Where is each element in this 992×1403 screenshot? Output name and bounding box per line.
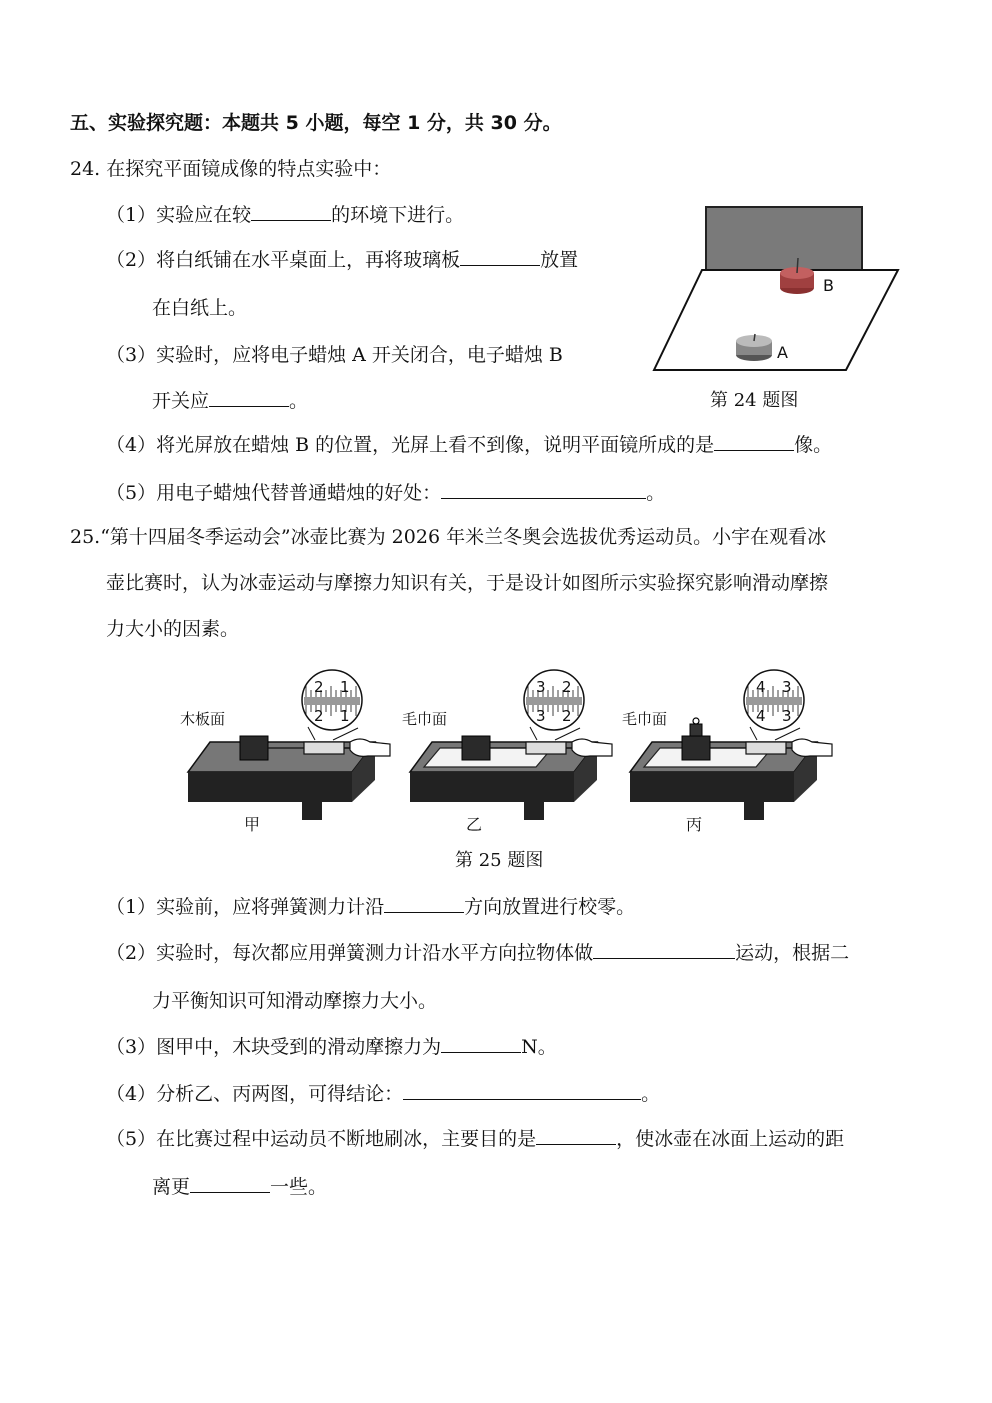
scale-number: 2 (314, 678, 324, 696)
q25-item-5-cont-post: 一些。 (270, 1176, 328, 1198)
q25-item-2-cont: 力平衡知识可知滑动摩擦力大小。 (152, 990, 438, 1012)
q25-item-4-post: 。 (641, 1083, 661, 1105)
spring-scale (526, 742, 566, 754)
white-paper (654, 270, 898, 370)
q25-blank-1[interactable] (384, 894, 464, 913)
scale-number: 3 (782, 707, 792, 725)
panel-3 (622, 670, 832, 834)
q24-blank-1[interactable] (251, 202, 331, 221)
wood-block (462, 736, 490, 760)
q25-stem-line-3: 力大小的因素。 (106, 618, 240, 640)
panel-name: 丙 (686, 815, 703, 834)
figure-25-friction (180, 662, 840, 837)
q24-item-3-cont (152, 386, 308, 413)
label-a: A (777, 343, 788, 362)
q25-item-5 (106, 1124, 844, 1151)
section-title: 五、实验探究题：本题共 5 小题，每空 1 分，共 30 分。 (70, 112, 562, 134)
panel-1 (180, 670, 390, 834)
q25-item-1-pre: （1）实验前，应将弹簧测力计沿 (106, 896, 385, 918)
q24-item-4 (106, 430, 832, 457)
q25-item-5-pre: （5）在比赛过程中运动员不断地刷冰，主要目的是 (106, 1128, 537, 1150)
q25-item-5-cont (152, 1172, 327, 1199)
panel-name: 甲 (244, 815, 261, 834)
scale-bar (526, 697, 582, 705)
q24-item-1-pre: （1）实验应在较 (106, 204, 252, 226)
q25-item-4-pre: （4）分析乙、丙两图，可得结论： (106, 1083, 404, 1105)
q24-item-5-post: 。 (646, 482, 666, 504)
spring-scale (304, 742, 344, 754)
surface-label: 毛巾面 (622, 710, 668, 728)
scale-number: 2 (314, 707, 324, 725)
q25-stem-line-2: 壶比赛时，认为冰壶运动与摩擦力知识有关，于是设计如图所示实验探究影响滑动摩擦 (106, 572, 829, 594)
spring-scale (746, 742, 786, 754)
q25-item-4 (106, 1079, 660, 1106)
surface-label: 毛巾面 (402, 710, 448, 728)
q25-item-2-pre: （2）实验时，每次都应用弹簧测力计沿水平方向拉物体做 (106, 942, 594, 964)
q25-item-2 (106, 938, 849, 965)
q24-item-4-pre: （4）将光屏放在蜡烛 B 的位置，光屏上看不到像，说明平面镜所成的是 (106, 434, 715, 456)
wood-block (682, 736, 710, 760)
q24-blank-3[interactable] (209, 388, 289, 407)
scale-number: 4 (756, 678, 766, 696)
q24-item-3: （3）实验时，应将电子蜡烛 A 开关闭合，电子蜡烛 B (106, 344, 563, 366)
table-front (630, 772, 794, 802)
hand (572, 739, 612, 756)
panel-name: 乙 (466, 815, 483, 834)
table-leg (302, 802, 322, 820)
surface-label: 木板面 (180, 710, 226, 728)
weight (690, 724, 702, 736)
scale-number: 4 (756, 707, 766, 725)
q25-stem-line-1: 25.“第十四届冬季运动会”冰壶比赛为 2026 年米兰冬奥会选拔优秀运动员。小宇在观看冰 (70, 526, 827, 548)
q24-item-3-post: 。 (289, 390, 309, 412)
q24-item-2-cont: 在白纸上。 (152, 297, 248, 319)
q24-item-4-post: 像。 (794, 434, 833, 456)
q24-item-2-post: 放置 (540, 249, 579, 271)
q24-blank-4[interactable] (714, 432, 794, 451)
q25-blank-4[interactable] (403, 1081, 641, 1100)
scale-bar (746, 697, 802, 705)
scale-number: 3 (782, 678, 792, 696)
table-leg (744, 802, 764, 820)
q24-item-2-pre: （2）将白纸铺在水平桌面上，再将玻璃板 (106, 249, 461, 271)
scale-number: 3 (536, 707, 546, 725)
table-front (410, 772, 574, 802)
scale-number: 1 (340, 707, 350, 725)
scale-number: 3 (536, 678, 546, 696)
q25-item-3-post: N。 (521, 1036, 557, 1058)
q25-item-3 (106, 1032, 557, 1059)
hand (350, 739, 390, 756)
q24-blank-2[interactable] (460, 247, 540, 266)
table-front (188, 772, 352, 802)
scale-number: 2 (562, 707, 572, 725)
q25-item-1 (106, 892, 635, 919)
panel-2 (402, 670, 612, 834)
q24-item-1 (106, 200, 464, 227)
hand (792, 739, 832, 756)
q25-blank-6[interactable] (190, 1174, 270, 1193)
candle-a (736, 334, 772, 361)
q25-blank-5[interactable] (536, 1126, 616, 1145)
q25-item-5-post: ，使冰壶在冰面上运动的距 (616, 1128, 845, 1150)
q25-blank-2[interactable] (593, 940, 735, 959)
q24-item-2 (106, 245, 578, 272)
figure-25-caption: 第 25 题图 (455, 850, 544, 871)
figure-24-plane-mirror (650, 200, 910, 380)
table-leg (524, 802, 544, 820)
q24-blank-5[interactable] (441, 480, 646, 499)
q25-item-2-post: 运动，根据二 (735, 942, 850, 964)
q24-item-5 (106, 478, 665, 505)
q24-item-1-post: 的环境下进行。 (331, 204, 465, 226)
scale-number: 2 (562, 678, 572, 696)
q25-item-5-cont-pre: 离更 (152, 1176, 191, 1198)
label-b: B (823, 276, 834, 295)
q24-stem: 24. 在探究平面镜成像的特点实验中： (70, 158, 392, 180)
figure-24-caption: 第 24 题图 (710, 390, 799, 411)
q25-item-1-post: 方向放置进行校零。 (464, 896, 636, 918)
wood-block (240, 736, 268, 760)
q25-item-3-pre: （3）图甲中，木块受到的滑动摩擦力为 (106, 1036, 442, 1058)
q24-item-3-pre: 开关应 (152, 390, 210, 412)
q24-item-5-pre: （5）用电子蜡烛代替普通蜡烛的好处： (106, 482, 442, 504)
table-top (188, 742, 375, 772)
scale-number: 1 (340, 678, 350, 696)
scale-bar (304, 697, 360, 705)
q25-blank-3[interactable] (441, 1034, 521, 1053)
